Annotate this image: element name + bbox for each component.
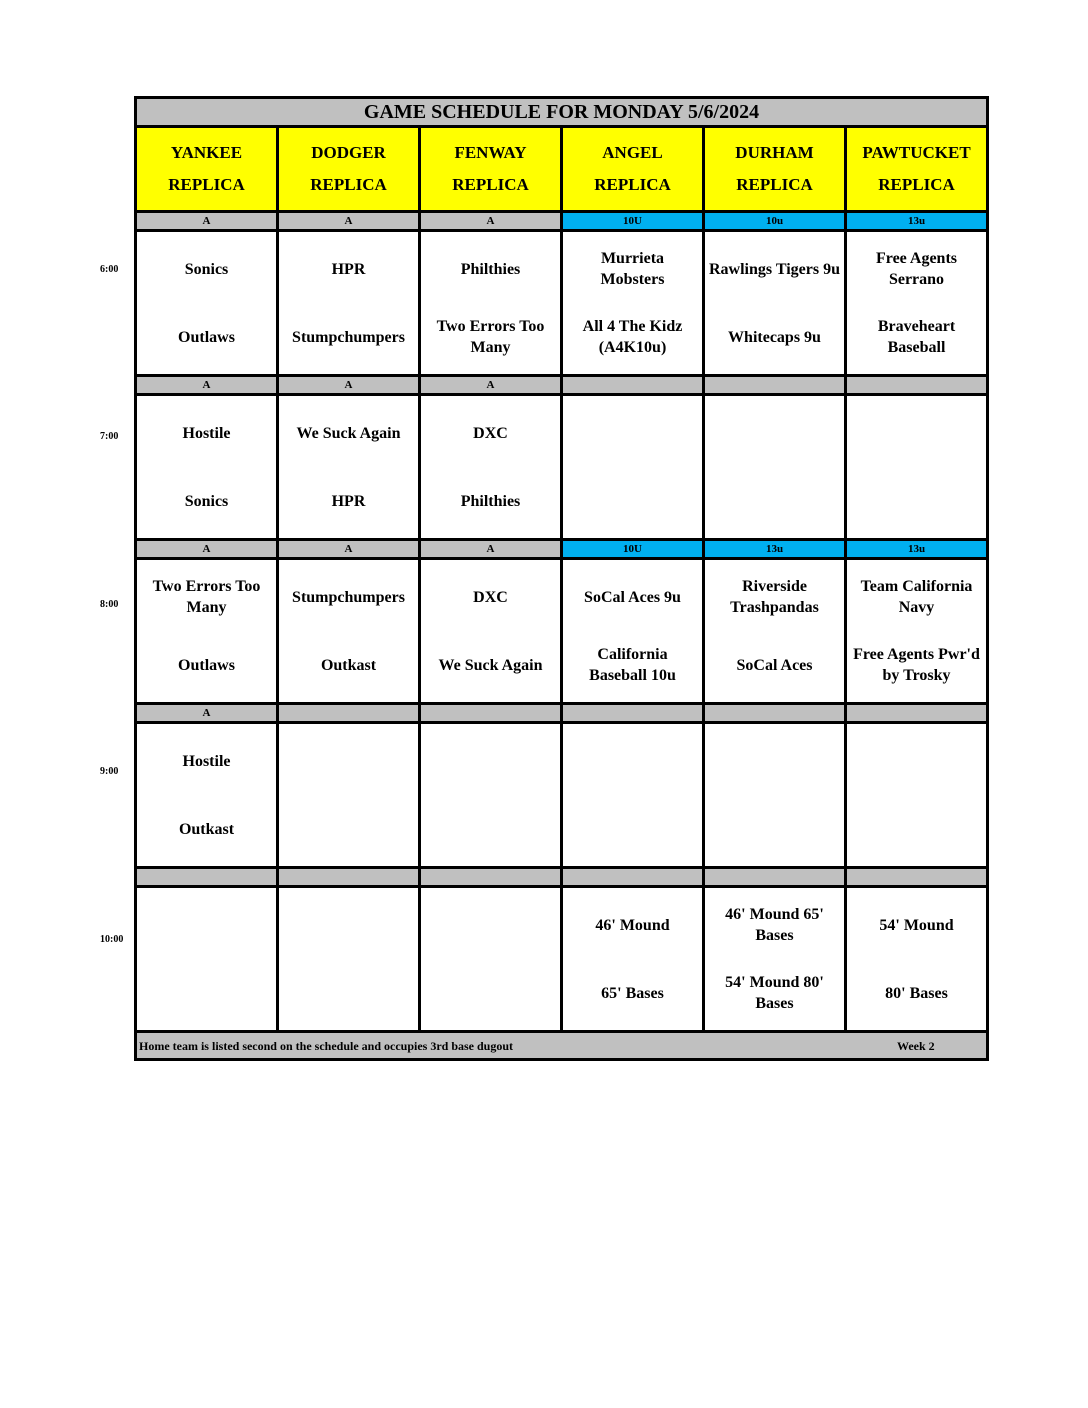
home-team: Outlaws [178,328,235,346]
field-header-row [136,127,988,212]
away-team [563,727,702,795]
game-cell [278,231,420,376]
schedule-table [134,96,989,1061]
away-team [705,399,844,467]
division-label: A [420,376,562,395]
away-team: Team California Navy [860,578,973,616]
game-row [136,723,988,868]
division-label [704,868,846,887]
game-cell [136,231,278,376]
division-label [846,868,988,887]
home-team: Braveheart Baseball [877,318,956,356]
game-cell [846,723,988,868]
away-team: 46' Mound 65' Bases [725,906,824,944]
field-header: PAWTUCKET REPLICA [846,127,988,212]
away-team: Murrieta Mobsters [600,250,665,288]
time-label: 8:00 [100,599,119,610]
game-cell [136,723,278,868]
division-row [136,212,988,231]
away-team: SoCal Aces 9u [584,588,681,606]
game-cell [704,395,846,540]
game-row [136,231,988,376]
division-label [420,868,562,887]
home-team: Two Errors Too Many [436,318,545,356]
home-team [705,467,844,535]
away-team [279,891,418,959]
away-team: Philthies [460,260,521,278]
home-team [563,467,702,535]
game-cell [704,559,846,704]
away-team: 46' Mound [595,916,670,934]
division-row [136,868,988,887]
division-label: 13u [846,540,988,559]
home-team [421,795,560,863]
game-cell [562,723,704,868]
away-team [137,891,276,959]
game-cell [704,723,846,868]
division-label: A [278,212,420,231]
schedule-sheet [134,96,989,1061]
home-team [137,959,276,1027]
division-label: A [278,540,420,559]
home-team [847,467,986,535]
schedule-title: GAME SCHEDULE FOR MONDAY 5/6/2024 [136,98,988,127]
away-team: Hostile [182,424,231,442]
division-row [136,704,988,723]
game-cell [846,395,988,540]
away-team: 54' Mound [879,916,954,934]
home-team: 54' Mound 80' Bases [725,974,824,1012]
game-cell [136,887,278,1032]
home-team: Outkast [178,820,235,838]
away-team [705,727,844,795]
game-cell [846,559,988,704]
home-team: HPR [331,492,366,510]
game-cell [278,723,420,868]
game-cell [562,395,704,540]
game-row [136,887,988,1032]
game-cell [420,395,562,540]
game-cell [278,559,420,704]
home-team: 65' Bases [601,984,664,1002]
away-team: Two Errors Too Many [152,578,261,616]
home-team [279,795,418,863]
away-team: DXC [473,588,508,606]
game-cell [562,559,704,704]
field-header: DURHAM REPLICA [704,127,846,212]
away-team: HPR [331,260,366,278]
division-label: 13u [846,212,988,231]
time-label: 7:00 [100,431,119,442]
away-team: Sonics [184,260,229,278]
home-team [279,959,418,1027]
away-team [847,727,986,795]
game-cell [420,559,562,704]
home-team: 80' Bases [885,984,948,1002]
division-label [846,376,988,395]
away-team [279,727,418,795]
away-team: We Suck Again [296,424,401,442]
home-team [563,795,702,863]
home-team: SoCal Aces [736,656,813,674]
division-label: 13u [704,540,846,559]
time-column [0,0,134,1100]
game-cell [136,395,278,540]
home-team: Free Agents Pwr'd by Trosky [853,646,980,684]
division-label [562,704,704,723]
home-team [847,795,986,863]
footer-note: Home team is listed second on the schedule and occupies 3rd base dugout [139,1039,514,1053]
division-label: A [136,212,278,231]
game-cell [704,887,846,1032]
footer-row [136,1032,988,1060]
home-team: Outkast [320,656,377,674]
game-cell [562,231,704,376]
time-label: 6:00 [100,264,119,275]
home-team: California Baseball 10u [589,646,676,684]
home-team: Whitecaps 9u [728,328,821,346]
game-cell [846,887,988,1032]
game-cell [704,231,846,376]
away-team [847,399,986,467]
division-label: A [420,212,562,231]
game-cell [562,887,704,1032]
away-team: Riverside Trashpandas [730,578,819,616]
game-cell [420,887,562,1032]
division-label: 10u [704,212,846,231]
division-row [136,540,988,559]
home-team: Outlaws [178,656,235,674]
division-label [278,868,420,887]
division-label [562,868,704,887]
home-team: All 4 The Kidz (A4K10u) [582,318,683,356]
home-team: Sonics [184,492,229,510]
division-label [846,704,988,723]
away-team [421,727,560,795]
time-label: 9:00 [100,766,119,777]
game-cell [278,395,420,540]
week-label: Week 2 [897,1039,935,1053]
field-header: DODGER REPLICA [278,127,420,212]
division-label [136,868,278,887]
field-header: FENWAY REPLICA [420,127,562,212]
away-team: Hostile [182,752,231,770]
home-team: Stumpchumpers [292,328,405,346]
division-label [278,704,420,723]
division-row [136,376,988,395]
field-header: ANGEL REPLICA [562,127,704,212]
game-row [136,395,988,540]
home-team [421,959,560,1027]
division-label [704,376,846,395]
away-team: Free Agents Serrano [875,250,957,288]
division-label: A [136,704,278,723]
division-label: A [136,376,278,395]
game-cell [420,231,562,376]
away-team: Rawlings Tigers 9u [709,260,840,278]
title-row [136,98,988,127]
home-team: We Suck Again [438,656,543,674]
time-label: 10:00 [100,934,124,945]
game-cell [420,723,562,868]
away-team: Stumpchumpers [292,588,405,606]
home-team: Philthies [460,492,521,510]
game-cell [136,559,278,704]
division-label: A [420,540,562,559]
division-label: A [136,540,278,559]
division-label: 10U [562,540,704,559]
home-team [705,795,844,863]
division-label: A [278,376,420,395]
division-label [562,376,704,395]
away-team: DXC [473,424,508,442]
footer [136,1032,988,1060]
division-label [704,704,846,723]
game-cell [278,887,420,1032]
division-label [420,704,562,723]
division-label: 10U [562,212,704,231]
game-cell [846,231,988,376]
field-header: YANKEE REPLICA [136,127,278,212]
away-team [421,891,560,959]
away-team [563,399,702,467]
game-row [136,559,988,704]
